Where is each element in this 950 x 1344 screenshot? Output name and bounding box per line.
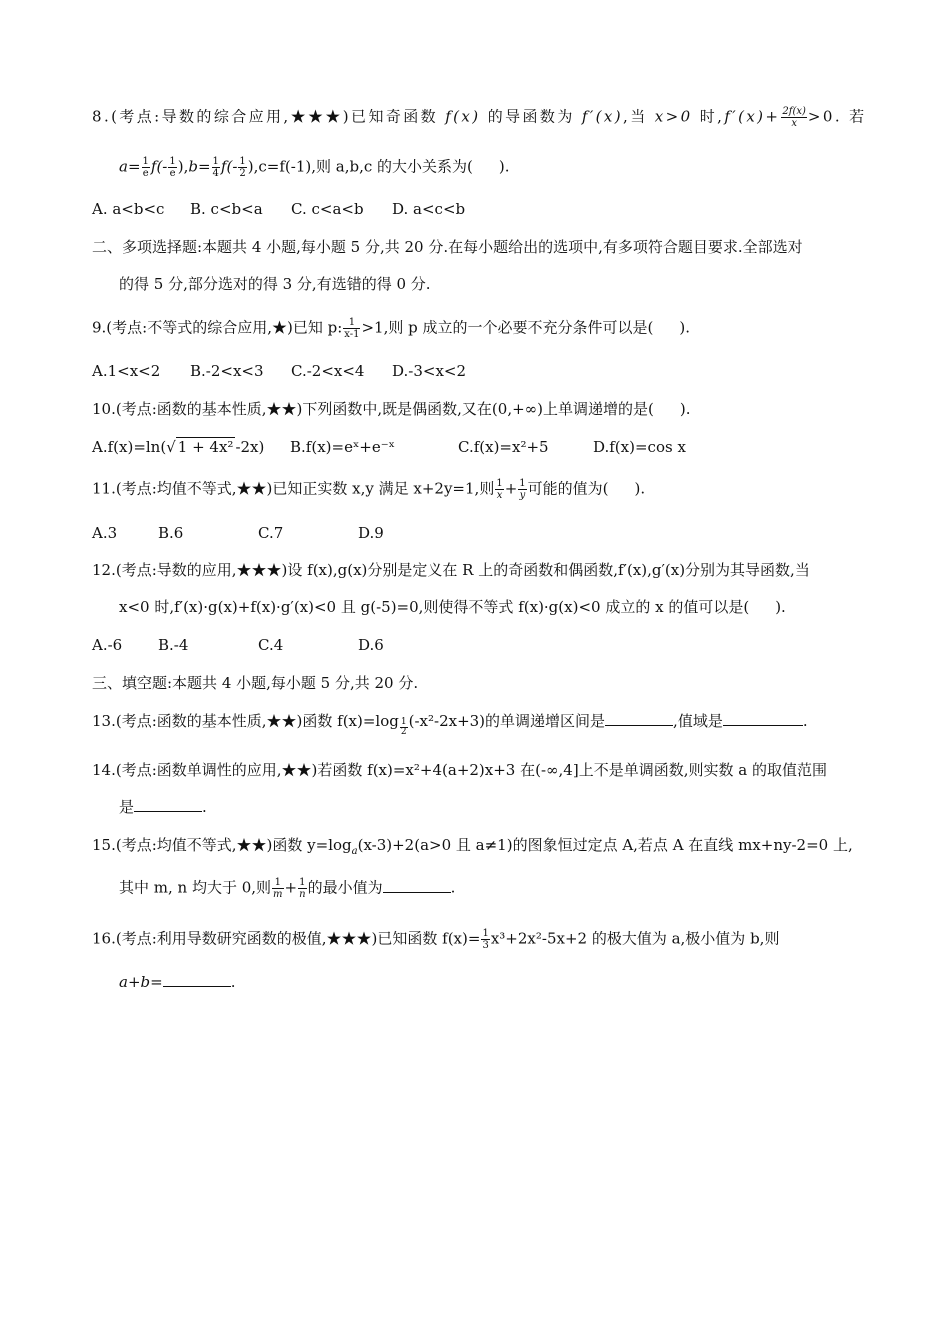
- q8-a-arg: [168, 156, 176, 179]
- q15-stem-line2: [119, 877, 455, 900]
- q14-stem-line1: 14.(考点:函数单调性的应用,★★)若函数 f(x)=x²+4(a+2)x+3 在(-∞,4]上不是单调函数,则实数 a 的取值范围: [92, 761, 827, 779]
- q15-log-base: a: [351, 846, 358, 857]
- q9-stem: [92, 317, 690, 340]
- q9-text: ).: [679, 318, 690, 337]
- q13-answer-blank-2[interactable]: [723, 711, 803, 726]
- q13-stem: [92, 711, 808, 737]
- q8-a-coef: [142, 156, 150, 179]
- q15-plus: +: [284, 878, 298, 897]
- frac-num: 1: [239, 156, 246, 167]
- q15-text: 其中 m, n 均大于 0,则: [119, 878, 272, 897]
- q11-option-d: D.9: [358, 524, 384, 542]
- q8-line1: [92, 106, 867, 129]
- frac-num: 1: [496, 478, 503, 489]
- q11-text: ).: [634, 479, 646, 498]
- q10-a-text: A.f(x)=ln(: [92, 438, 167, 456]
- q15-frac1: [272, 877, 283, 900]
- q15-text: (x-3)+2(a>0 且 a≠1)的图象恒过定点 A,若点 A 在直线 mx+ny-2=0 上,: [357, 836, 853, 854]
- q8-b-coef: [212, 156, 220, 179]
- q9-text: >1,则 p 成立的一个必要不充分条件可以是(: [361, 318, 654, 337]
- q11-option-c: C.7: [258, 524, 284, 542]
- q8-text: ).: [498, 157, 510, 176]
- frac-num: 1: [343, 317, 360, 329]
- frac-num: 1: [400, 717, 407, 727]
- q9-fraction: [343, 317, 360, 340]
- frac-num: 1: [169, 156, 176, 167]
- q8-expr: f′(x)+: [724, 107, 781, 126]
- q8-stem: 8.(考点:导数的综合应用,★★★)已知奇函数: [92, 107, 439, 126]
- q10-a-sqrt: 1 + 4x²: [177, 438, 234, 456]
- q11-stem: [92, 478, 645, 501]
- q16-text: x³+2x²-5x+2 的极大值为 a,极小值为 b,则: [490, 929, 780, 948]
- q16-fraction: [481, 928, 489, 951]
- q12-option-d: D.6: [358, 636, 384, 654]
- q8-text: 时,: [699, 107, 725, 126]
- q10-a-text: -2x): [235, 438, 265, 456]
- frac-den: m: [273, 889, 283, 900]
- q11-text: 可能的值为(: [527, 479, 609, 498]
- q13-text: 13.(考点:函数的基本性质,★★)函数 f(x)=log: [92, 712, 399, 730]
- q10-option-c: C.f(x)=x²+5: [458, 438, 549, 456]
- frac-den: e: [142, 168, 149, 179]
- q8-a: a=: [119, 157, 141, 176]
- q13-text: ,值域是: [673, 712, 723, 730]
- q11-frac1: [495, 478, 503, 501]
- q16-text: a+b=: [119, 973, 163, 991]
- q16-stem-line1: [92, 928, 779, 951]
- frac-den: n: [299, 889, 306, 900]
- q8-frac-num: 2f(x): [782, 106, 806, 117]
- q13-log-base: [400, 718, 408, 737]
- q8-b: b=: [188, 157, 211, 176]
- q10-option-b: B.f(x)=eˣ+e⁻ˣ: [290, 438, 396, 456]
- q9-option-d: D.-3<x<2: [392, 362, 467, 380]
- q12-stem-line1: 12.(考点:导数的应用,★★★)设 f(x),g(x)分别是定义在 R 上的奇函数和偶函数,f′(x),g′(x)分别为其导函数,当: [92, 561, 810, 579]
- q10-option-d: D.f(x)=cos x: [593, 438, 686, 456]
- q9-option-c: C.-2<x<4: [291, 362, 365, 380]
- frac-den: x-1: [344, 329, 360, 340]
- frac-num: 1: [519, 478, 526, 489]
- section3-heading: 三、填空题:本题共 4 小题,每小题 5 分,共 20 分.: [92, 674, 419, 692]
- q8-text: ),: [247, 157, 259, 176]
- frac-num: 1: [212, 156, 219, 167]
- q15-text: .: [450, 878, 456, 897]
- q14-answer-blank[interactable]: [134, 797, 202, 812]
- section2-heading-cont: 的得 5 分,部分选对的得 3 分,有选错的得 0 分.: [119, 275, 431, 293]
- q11-text: 11.(考点:均值不等式,★★)已知正实数 x,y 满足 x+2y=1,则: [92, 479, 495, 498]
- q15-text: 15.(考点:均值不等式,★★)函数 y=log: [92, 836, 352, 854]
- q15-answer-blank[interactable]: [383, 878, 451, 893]
- q8-option-c: C. c<a<b: [291, 200, 364, 218]
- frac-den: 3: [482, 940, 489, 951]
- q8-fraction: [781, 106, 807, 129]
- q9-option-b: B.-2<x<3: [190, 362, 264, 380]
- section2-heading: 二、多项选择题:本题共 4 小题,每小题 5 分,共 20 分.在每小题给出的选项中,有多项符合题目要求.全部选对: [92, 238, 803, 256]
- q16-text: .: [230, 973, 236, 991]
- q8-option-b: B. c<b<a: [190, 200, 263, 218]
- frac-num: 1: [299, 877, 306, 888]
- frac-num: 1: [142, 156, 149, 167]
- q8-text: ,当: [623, 107, 648, 126]
- q11-option-b: B.6: [158, 524, 184, 542]
- q14-text: .: [202, 798, 207, 816]
- q11-plus: +: [504, 479, 518, 498]
- q11-frac2: [518, 478, 526, 501]
- frac-den: 2: [400, 727, 407, 737]
- q8-option-d: D. a<c<b: [392, 200, 466, 218]
- frac-num: 1: [482, 928, 489, 939]
- q8-option-a: A. a<b<c: [92, 200, 165, 218]
- q8-frac-den: x: [791, 118, 797, 129]
- q10-text: ).: [679, 400, 691, 418]
- q8-text: 的导函数为: [487, 107, 575, 126]
- frac-den: x: [496, 490, 503, 501]
- q12-option-b: B.-4: [158, 636, 189, 654]
- q10-stem: [92, 399, 690, 419]
- q8-condition: x>0: [654, 107, 693, 126]
- q12-text: x<0 时,f′(x)·g(x)+f(x)·g′(x)<0 且 g(-5)=0,则使得不等式 f(x)·g(x)<0 成立的 x 的值可以是(: [119, 598, 750, 616]
- frac-num: 1: [272, 877, 283, 889]
- q12-text: ).: [775, 598, 786, 616]
- q8-b-arg: [238, 156, 246, 179]
- q13-answer-blank-1[interactable]: [605, 711, 673, 726]
- q8-b-f: f(-: [220, 157, 238, 176]
- q11-option-a: A.3: [92, 524, 118, 542]
- q12-option-c: C.4: [258, 636, 284, 654]
- q10-text: 10.(考点:函数的基本性质,★★)下列函数中,既是偶函数,又在(0,+∞)上单调递增的是(: [92, 400, 654, 418]
- q8-a-f: f(-: [150, 157, 168, 176]
- q8-text: >0. 若: [807, 107, 867, 126]
- q13-text: .: [802, 712, 808, 730]
- q10-option-a: A.f(x)=ln(√ 1 + 4x² -2x): [92, 438, 265, 456]
- q13-text: (-x²-2x+3)的单调递增区间是: [408, 712, 606, 730]
- q9-text: 9.(考点:不等式的综合应用,★)已知 p:: [92, 318, 343, 337]
- frac-den: e: [169, 168, 176, 179]
- q16-answer-blank[interactable]: [163, 972, 231, 987]
- q8-text: ),: [177, 157, 189, 176]
- q15-text: 的最小值为: [307, 878, 383, 897]
- frac-den: 2: [239, 168, 246, 179]
- q16-stem-line2: [119, 972, 235, 992]
- q16-text: 16.(考点:利用导数研究函数的极值,★★★)已知函数 f(x)=: [92, 929, 481, 948]
- q9-option-a: A.1<x<2: [92, 362, 161, 380]
- q14-text: 是: [119, 798, 135, 816]
- q8-c-text: c=f(-1),则 a,b,c 的大小关系为(: [258, 157, 473, 176]
- q15-stem-line1: [92, 835, 853, 862]
- q12-option-a: A.-6: [92, 636, 123, 654]
- frac-den: 4: [212, 168, 219, 179]
- q8-line2: [119, 156, 510, 179]
- q14-stem-line2: [119, 797, 207, 817]
- q12-stem-line2: [119, 597, 786, 617]
- q8-fprime: f′(x): [581, 107, 624, 126]
- q8-fx: f(x): [445, 107, 481, 126]
- frac-den: y: [519, 490, 526, 501]
- q15-frac2: [298, 877, 306, 900]
